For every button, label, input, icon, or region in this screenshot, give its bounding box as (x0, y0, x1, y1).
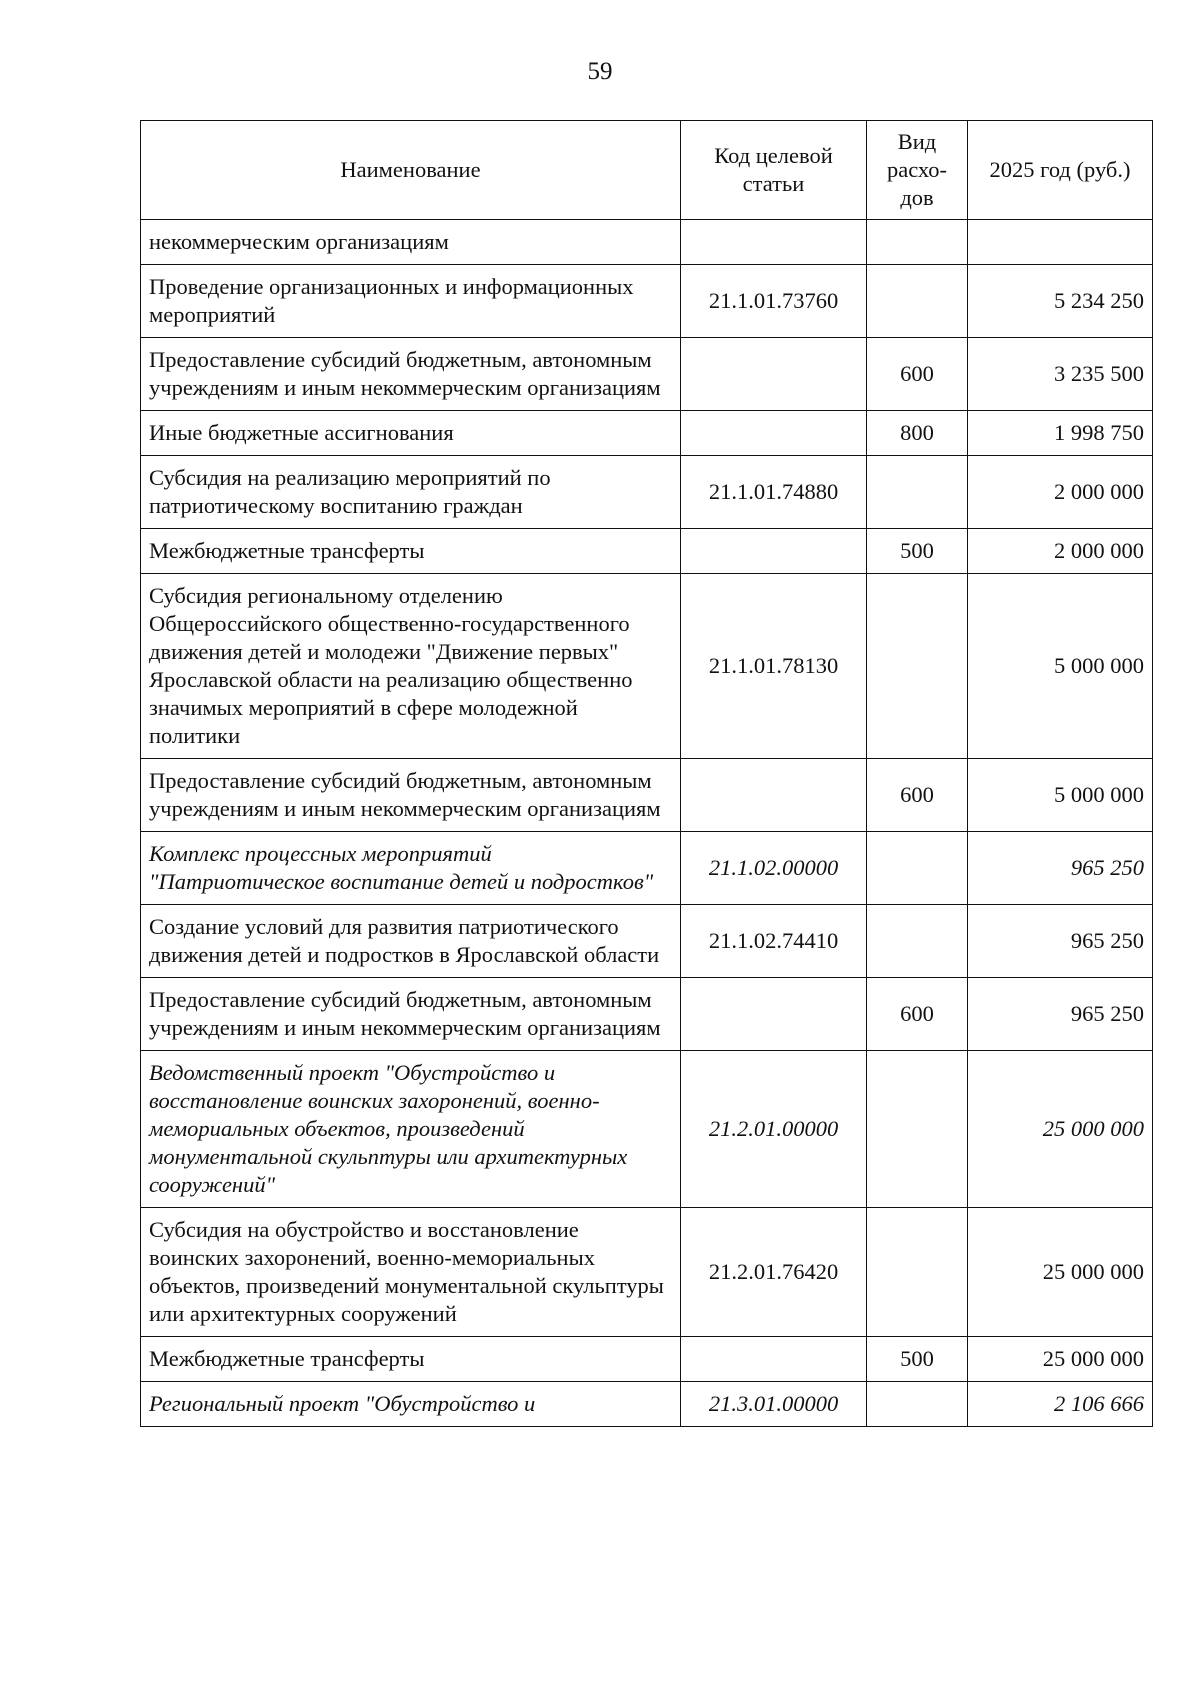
row-code-cell: 21.2.01.00000 (681, 1051, 867, 1208)
row-kind-cell (867, 574, 968, 759)
table-row (141, 759, 1153, 832)
budget-table (140, 120, 1153, 1427)
row-code-cell (681, 220, 867, 265)
row-amount-cell (968, 220, 1153, 265)
row-name-cell: Предоставление субсидий бюджетным, автономным учреждениям и иным некоммерческим организациям (141, 338, 681, 411)
row-name-cell: Межбюджетные трансферты (141, 1337, 681, 1382)
table-row (141, 978, 1153, 1051)
row-kind-cell: 600 (867, 759, 968, 832)
table-row (141, 456, 1153, 529)
row-amount-cell: 965 250 (968, 832, 1153, 905)
row-name-cell: Региональный проект "Обустройство и (141, 1382, 681, 1427)
header-name: Наименование (141, 121, 681, 220)
row-code-cell: 21.1.01.78130 (681, 574, 867, 759)
row-kind-cell: 800 (867, 411, 968, 456)
table-row (141, 574, 1153, 759)
row-kind-cell (867, 220, 968, 265)
row-amount-cell: 2 000 000 (968, 456, 1153, 529)
row-name-cell: Субсидия региональному отделению Общероссийского общественно-государственного движения детей и молодежи "Движение первых" Ярославской области на реализацию общественно значимых мероприятий в сфере молодежной политики (141, 574, 681, 759)
row-name-cell: Ведомственный проект "Обустройство и восстановление воинских захоронений, военно-мемориальных объектов, произведений монументальной скульптуры или архитектурных сооружений" (141, 1051, 681, 1208)
row-name-cell: Предоставление субсидий бюджетным, автономным учреждениям и иным некоммерческим организациям (141, 978, 681, 1051)
row-kind-cell (867, 1051, 968, 1208)
table-row (141, 1208, 1153, 1337)
row-name-cell: Комплекс процессных мероприятий "Патриотическое воспитание детей и подростков" (141, 832, 681, 905)
row-amount-cell: 25 000 000 (968, 1208, 1153, 1337)
row-kind-cell (867, 456, 968, 529)
row-kind-cell (867, 1208, 968, 1337)
table-row (141, 1051, 1153, 1208)
row-kind-cell (867, 265, 968, 338)
row-code-cell (681, 1337, 867, 1382)
row-name-cell: Иные бюджетные ассигнования (141, 411, 681, 456)
row-code-cell: 21.1.02.00000 (681, 832, 867, 905)
table-row (141, 411, 1153, 456)
row-amount-cell: 5 000 000 (968, 759, 1153, 832)
row-amount-cell: 5 234 250 (968, 265, 1153, 338)
row-amount-cell: 2 000 000 (968, 529, 1153, 574)
row-code-cell: 21.1.01.74880 (681, 456, 867, 529)
table-row (141, 1382, 1153, 1427)
row-amount-cell: 965 250 (968, 978, 1153, 1051)
row-kind-cell (867, 905, 968, 978)
table-row (141, 338, 1153, 411)
row-name-cell: некоммерческим организациям (141, 220, 681, 265)
table-row (141, 265, 1153, 338)
row-name-cell: Предоставление субсидий бюджетным, автономным учреждениям и иным некоммерческим организациям (141, 759, 681, 832)
row-code-cell (681, 978, 867, 1051)
row-name-cell: Субсидия на обустройство и восстановление воинских захоронений, военно-мемориальных объектов, произведений монументальной скульптуры или архитектурных сооружений (141, 1208, 681, 1337)
table-row (141, 832, 1153, 905)
row-code-cell: 21.2.01.76420 (681, 1208, 867, 1337)
row-code-cell (681, 529, 867, 574)
row-amount-cell: 5 000 000 (968, 574, 1153, 759)
row-code-cell: 21.1.01.73760 (681, 265, 867, 338)
table-header-row (141, 121, 1153, 220)
row-code-cell: 21.3.01.00000 (681, 1382, 867, 1427)
row-amount-cell: 3 235 500 (968, 338, 1153, 411)
header-kind: Вид расхо- дов (867, 121, 968, 220)
row-code-cell (681, 411, 867, 456)
row-name-cell: Проведение организационных и информационных мероприятий (141, 265, 681, 338)
row-amount-cell: 25 000 000 (968, 1051, 1153, 1208)
row-kind-cell: 500 (867, 529, 968, 574)
table-row (141, 1337, 1153, 1382)
row-kind-cell (867, 832, 968, 905)
page-number: 59 (587, 58, 613, 85)
row-name-cell: Субсидия на реализацию мероприятий по патриотическому воспитанию граждан (141, 456, 681, 529)
row-amount-cell: 965 250 (968, 905, 1153, 978)
table-row (141, 905, 1153, 978)
row-kind-cell: 500 (867, 1337, 968, 1382)
row-kind-cell (867, 1382, 968, 1427)
row-code-cell (681, 338, 867, 411)
row-name-cell: Создание условий для развития патриотического движения детей и подростков в Ярославской области (141, 905, 681, 978)
row-amount-cell: 2 106 666 (968, 1382, 1153, 1427)
row-name-cell: Межбюджетные трансферты (141, 529, 681, 574)
row-amount-cell: 25 000 000 (968, 1337, 1153, 1382)
table-row (141, 220, 1153, 265)
row-code-cell (681, 759, 867, 832)
row-kind-cell: 600 (867, 338, 968, 411)
row-amount-cell: 1 998 750 (968, 411, 1153, 456)
header-amount: 2025 год (руб.) (968, 121, 1153, 220)
table-row (141, 529, 1153, 574)
header-code: Код целевой статьи (681, 121, 867, 220)
row-kind-cell: 600 (867, 978, 968, 1051)
row-code-cell: 21.1.02.74410 (681, 905, 867, 978)
